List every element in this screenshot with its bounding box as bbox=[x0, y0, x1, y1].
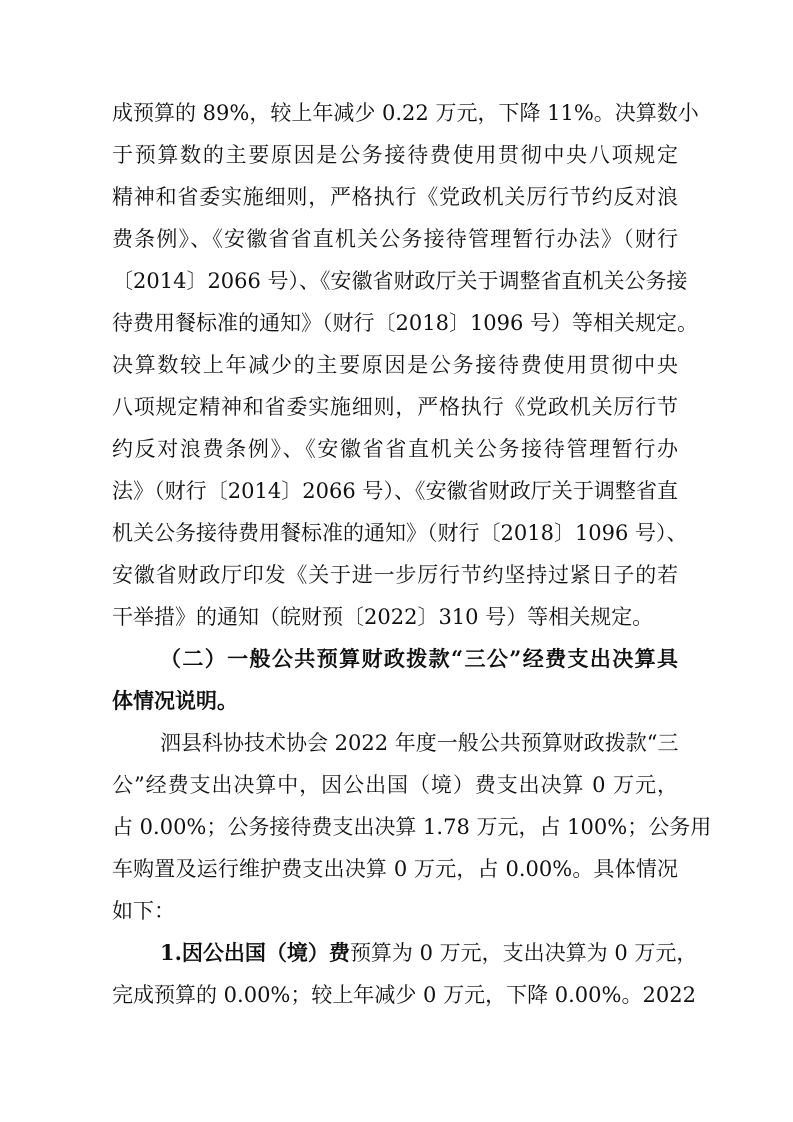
text-line: 完成预算的 0.00%；较上年减少 0 万元，下降 0.00%。2022 bbox=[112, 983, 696, 1007]
text-line: 〔2014〕2066 号）、《安徽省财政厅关于调整省直机关公务接 bbox=[112, 269, 688, 293]
item-1-lead: 1.因公出国（境）费 bbox=[160, 940, 350, 965]
text-line: 干举措》的通知（皖财预〔2022〕310 号）等相关规定。 bbox=[112, 605, 654, 629]
paragraph-hospitality-explanation bbox=[112, 92, 699, 638]
item-1-text: 预算为 0 万元，支出决算为 0 万元， bbox=[349, 941, 698, 965]
text-line: 如下： bbox=[112, 899, 175, 923]
text-line: 决算数较上年减少的主要原因是公务接待费使用贯彻中央 bbox=[112, 353, 678, 377]
text-line: 泗县科协技术协会 2022 年度一般公共预算财政拨款“三 bbox=[160, 731, 679, 755]
text-line: 约反对浪费条例》、《安徽省省直机关公务接待管理暂行办 bbox=[112, 437, 678, 461]
paragraph-item-1-overseas-travel bbox=[112, 932, 698, 1016]
text-line: 占 0.00%；公务接待费支出决算 1.78 万元，占 100%；公务用 bbox=[112, 815, 712, 839]
text-line: 法》（财行〔2014〕2066 号）、《安徽省财政厅关于调整省直 bbox=[112, 479, 678, 503]
text-line: 安徽省财政厅印发《关于进一步厉行节约坚持过紧日子的若 bbox=[112, 563, 678, 587]
text-line bbox=[112, 932, 698, 974]
heading-line: （二）一般公共预算财政拨款“三公”经费支出决算具 bbox=[160, 646, 678, 671]
heading-line: 体情况说明。 bbox=[112, 688, 238, 713]
text-line: 于预算数的主要原因是公务接待费使用贯彻中央八项规定 bbox=[112, 143, 678, 167]
text-line: 公”经费支出决算中，因公出国（境）费支出决算 0 万元， bbox=[112, 773, 678, 797]
text-line: 成预算的 89%，较上年减少 0.22 万元，下降 11%。决算数小 bbox=[112, 101, 699, 125]
text-line: 待费用餐标准的通知》（财行〔2018〕1096 号）等相关规定。 bbox=[112, 311, 699, 335]
text-line: 费条例》、《安徽省省直机关公务接待管理暂行办法》（财行 bbox=[112, 227, 678, 251]
section-heading bbox=[112, 638, 678, 722]
text-line: 八项规定精神和省委实施细则，严格执行《党政机关厉行节 bbox=[112, 395, 678, 419]
text-line: 车购置及运行维护费支出决算 0 万元，占 0.00%。具体情况 bbox=[112, 857, 678, 881]
paragraph-three-expenses-summary bbox=[112, 722, 712, 932]
text-line: 机关公务接待费用餐标准的通知》（财行〔2018〕1096 号）、 bbox=[112, 521, 688, 545]
document-page bbox=[112, 92, 712, 1016]
text-line: 精神和省委实施细则，严格执行《党政机关厉行节约反对浪 bbox=[112, 185, 678, 209]
